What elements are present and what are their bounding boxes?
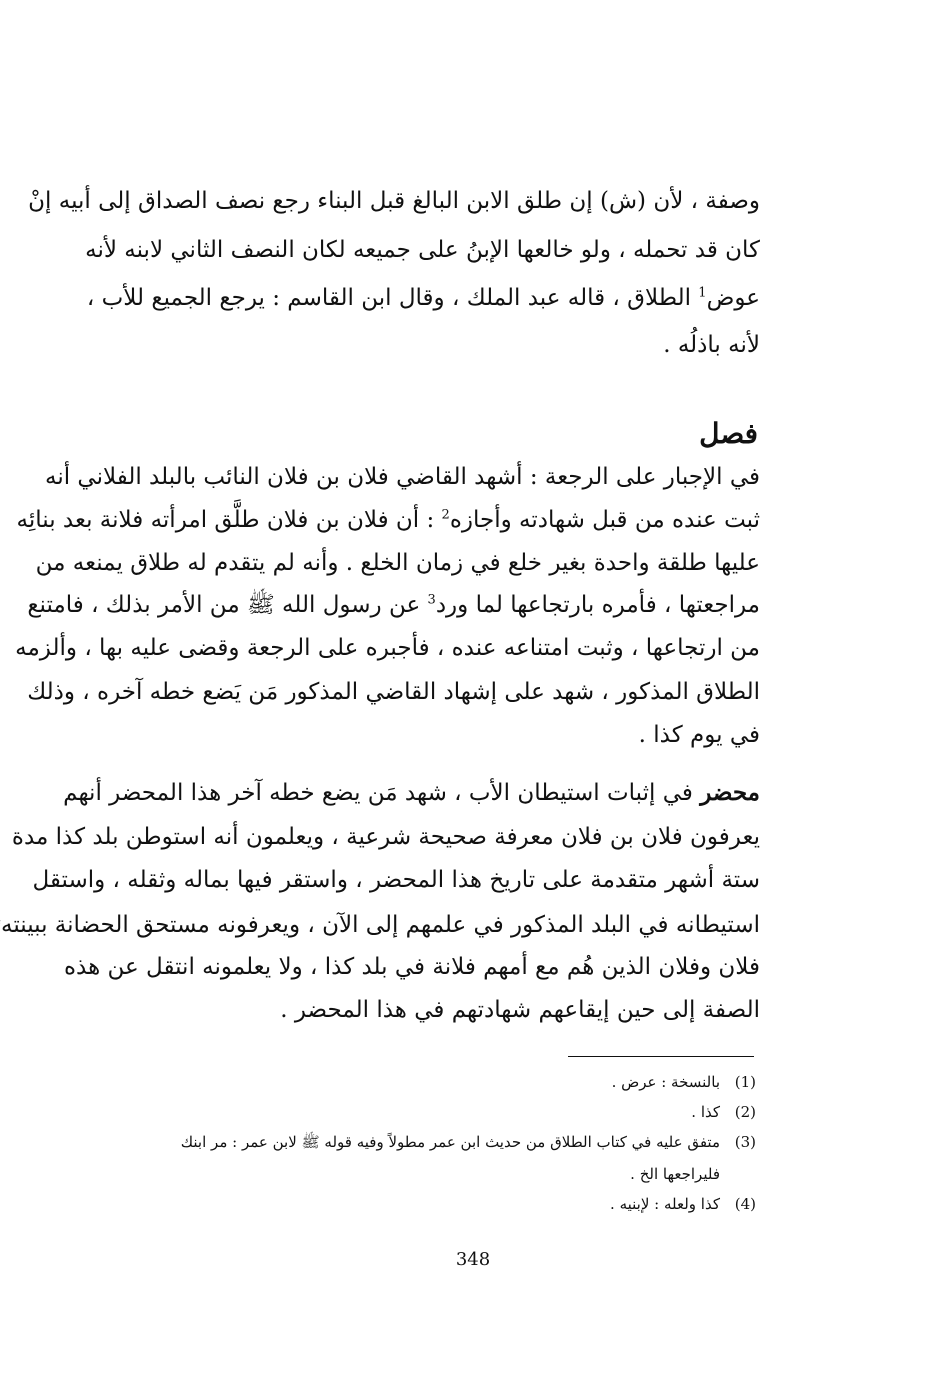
section-heading: فصل <box>699 417 758 450</box>
text-line <box>27 590 760 620</box>
text-line: من ارتجاعها ، وثبت امتناعه عنده ، فأجبره على الرجعة وقضى عليه بها ، وألزمه <box>15 635 760 661</box>
text-segment: : أن فلان بن فلان طلَّق امرأته فلانة بعد بنائِه <box>16 507 442 533</box>
text-line <box>63 778 760 808</box>
text-segment: استيطانه في البلد المذكور في علمهم إلى الآن ، ويعرفونه مستحق الحضانة ببينته <box>0 912 760 938</box>
footnote-number: (2) <box>734 1103 756 1121</box>
text-line: عليها طلقة واحدة بغير خلع في زمان الخلع . وأنه لم يتقدم له طلاق يمنعه من <box>35 550 760 576</box>
text-line: وصفة ، لأن (ش) إن طلق الابن البالغ قبل البناء رجع نصف الصداق إلى أبيه إنْ <box>28 188 760 214</box>
text-line: ستة أشهر متقدمة على تاريخ هذا المحضر ، واستقر فيها بماله وثقله ، واستقل <box>32 867 760 893</box>
footnote-ref: 2 <box>441 507 450 523</box>
text-line: كان قد تحمله ، ولو خالعها الإبنُ على جميعه لكان النصف الثاني لابنه لأنه <box>85 237 760 263</box>
text-line <box>0 910 760 940</box>
footnote-number: (1) <box>734 1073 756 1091</box>
text-line: يعرفون فلان بن فلان معرفة صحيحة شرعية ، ويعلمون أنه استوطن بلد كذا مدة <box>11 824 760 850</box>
footnote-number: (4) <box>734 1195 756 1213</box>
text-segment: عن رسول الله ﷺ من الأمر بذلك ، فامتنع <box>27 592 428 618</box>
page-number: 348 <box>455 1249 491 1270</box>
text-segment: الطلاق ، قاله عبد الملك ، وقال ابن القاسم : يرجع الجميع للأب ، <box>86 285 699 311</box>
text-line <box>86 283 760 313</box>
text-segment: في إثبات استيطان الأب ، شهد مَن يضع خطه آخر هذا المحضر أنهم <box>63 780 701 806</box>
text-line: في يوم كذا . <box>638 722 760 748</box>
footnote <box>181 1193 756 1215</box>
text-line: الطلاق المذكور ، شهد على إشهاد القاضي المذكور مَن يَضع خطه آخره ، وذلك <box>27 679 760 705</box>
footnote <box>181 1131 756 1153</box>
text-line: لأنه باذلُه . <box>663 332 760 358</box>
footnote-text: كذا ولعله : لإبنيه . <box>610 1195 720 1213</box>
text-line: فلان وفلان الذين هُم مع أمهم فلانة في بلد كذا ، ولا يعلمونه انتقل عن هذه <box>63 954 760 980</box>
footnote <box>181 1071 756 1093</box>
footnote-text: بالنسخة : عرض . <box>611 1073 720 1091</box>
footnote-separator <box>568 1056 754 1057</box>
footnote <box>181 1101 756 1123</box>
text-line: الصفة إلى حين إيقاعهم شهادتهم في هذا المحضر . <box>280 997 760 1023</box>
paragraph-lead: محضر <box>700 779 760 806</box>
footnote-ref: 3 <box>427 592 436 608</box>
text-segment: ثبت عنده من قبل شهادته وأجازه <box>449 507 760 533</box>
text-line: في الإجبار على الرجعة : أشهد القاضي فلان بن فلان النائب بالبلد الفلاني أنه <box>44 464 760 490</box>
footnote-number: (3) <box>734 1133 756 1151</box>
text-segment: عوض <box>706 285 760 311</box>
footnote-ref: 1 <box>698 285 707 301</box>
text-line <box>16 505 760 535</box>
footnote-text: كذا . <box>691 1103 720 1121</box>
text-segment: مراجعتها ، فأمره بارتجاعها لما ورد <box>435 592 760 618</box>
footnote-continuation: فليراجعها الخ . <box>630 1165 720 1183</box>
footnote-text: متفق عليه في كتاب الطلاق من حديث ابن عمر مطولاً وفيه قوله ﷺ لابن عمر : مر ابنك <box>180 1133 720 1151</box>
